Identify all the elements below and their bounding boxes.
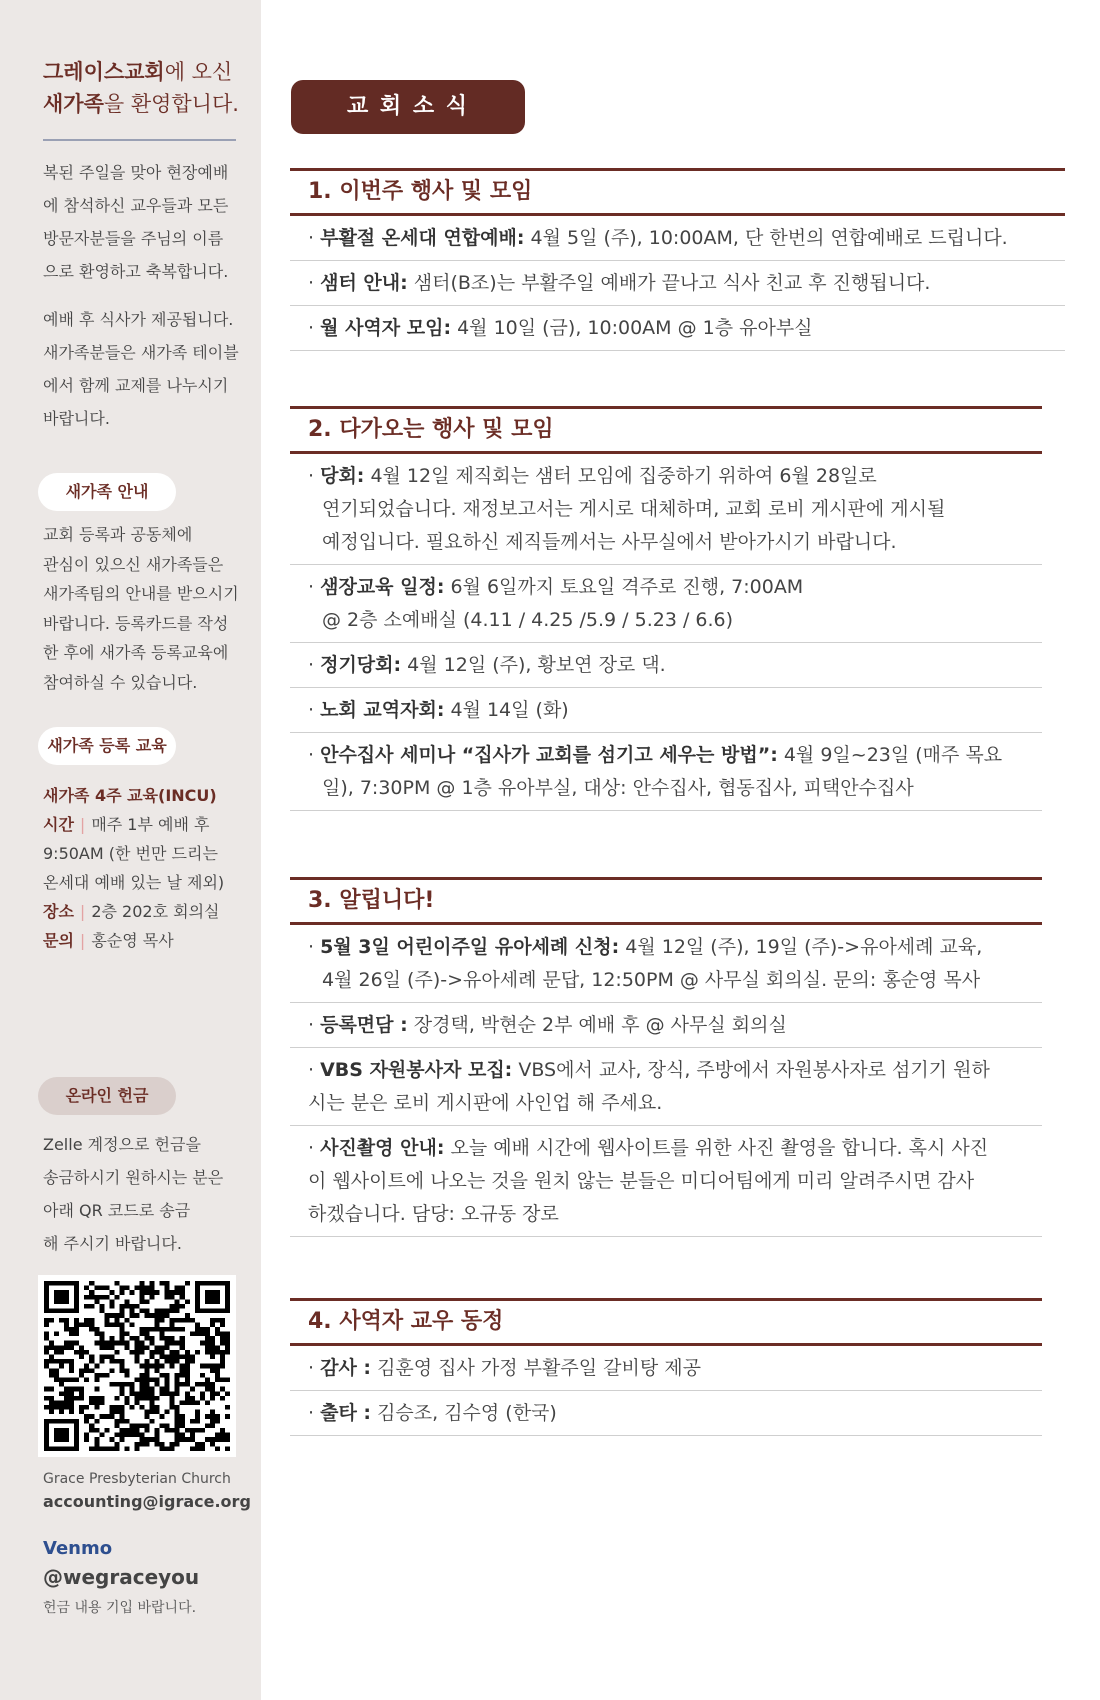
news-item-line [308, 694, 1042, 727]
news-item-text: 4월 5일 (주), 10:00AM, 단 한번의 연합예배로 드립니다. [530, 227, 1008, 249]
news-item-line [308, 1009, 1042, 1042]
meal-paragraph [43, 303, 239, 435]
news-item [290, 643, 1042, 688]
news-item-label: 부활절 온세대 연합예배: [320, 227, 525, 249]
text-line: 으로 환영하고 축복합니다. [43, 262, 229, 281]
news-item-line [308, 267, 1065, 300]
news-item-line [308, 649, 1042, 682]
news-item-line [308, 1132, 1042, 1165]
contact-label: 문의 [43, 931, 74, 950]
welcome-heading [43, 56, 239, 120]
news-item-line: 예정입니다. 필요하신 제직들께서는 사무실에서 받아가시기 바랍니다. [322, 531, 897, 553]
news-item-label: 사진촬영 안내: [320, 1137, 445, 1159]
news-item-label: 노회 교역자회: [320, 699, 445, 721]
news-item [290, 1391, 1042, 1436]
news-item-label: 5월 3일 어린이주일 유아세례 신청: [320, 936, 620, 958]
section-heading: 1. 이번주 행사 및 모임 [290, 168, 1065, 216]
welcome-text: 에 오신 [164, 60, 233, 84]
separator: | [79, 815, 86, 834]
venmo-handle[interactable]: @wegraceyou [43, 1565, 200, 1589]
news-item [290, 733, 1042, 811]
news-item-label: 등록면담 : [320, 1014, 408, 1036]
news-item-line: 연기되었습니다. 재정보고서는 게시로 대체하며, 교회 로비 게시판에 게시될 [322, 498, 946, 520]
newcomer-education-pill: 새가족 등록 교육 [38, 727, 176, 765]
text-line: 복된 주일을 맞아 현장예배 [43, 163, 229, 182]
news-item [290, 1346, 1042, 1391]
church-name: 그레이스교회 [43, 60, 165, 84]
place-value: 2층 202호 회의실 [91, 902, 220, 921]
news-item-line [308, 460, 1042, 493]
text-line: 해 주시기 바랍니다. [43, 1234, 182, 1253]
news-item-label: 정기당회: [320, 654, 402, 676]
welcome-text: 을 환영합니다. [103, 92, 239, 116]
education-info [43, 781, 224, 955]
bullet: · [308, 1059, 321, 1081]
news-section [290, 1298, 1042, 1436]
church-news-title: 교 회 소 식 [291, 80, 525, 134]
zelle-email[interactable]: accounting@igrace.org [43, 1492, 251, 1511]
news-item-label: 샘장교육 일정: [320, 576, 445, 598]
news-item-line [308, 931, 1042, 964]
news-item-label: 월 사역자 모임: [320, 317, 452, 339]
news-item-label: 당회: [320, 465, 365, 487]
news-item-line [308, 312, 1065, 345]
bullet: · [308, 272, 321, 294]
bullet: · [308, 576, 321, 598]
text-line: 새가족팀의 안내를 받으시기 [43, 584, 239, 603]
news-item-label: 샘터 안내: [320, 272, 408, 294]
bullet: · [308, 744, 321, 766]
bullet: · [308, 465, 321, 487]
news-item [290, 1048, 1042, 1126]
news-item-line: 시는 분은 로비 게시판에 사인업 해 주세요. [308, 1092, 663, 1114]
bullet: · [308, 1357, 321, 1379]
place-label: 장소 [43, 902, 74, 921]
news-item-text: 4월 12일 제직회는 샘터 모임에 집중하기 위하여 6월 28일로 [370, 465, 877, 487]
news-item-line: 4월 26일 (주)->유아세례 문답, 12:50PM @ 사무실 회의실. 문의: 홍순영 목사 [322, 969, 981, 991]
news-item-label: 감사 : [320, 1357, 372, 1379]
text-line: 예배 후 식사가 제공됩니다. [43, 310, 234, 329]
text-line: 송금하시기 원하시는 분은 [43, 1168, 224, 1187]
news-item [290, 925, 1042, 1003]
section-heading: 4. 사역자 교우 동정 [290, 1298, 1042, 1346]
section-heading: 3. 알립니다! [290, 877, 1042, 925]
news-item-line [308, 1397, 1042, 1430]
time-value: 온세대 예배 있는 날 제외) [43, 873, 225, 892]
news-item-text: 4월 9일~23일 (매주 목요 [783, 744, 1003, 766]
education-title: 새가족 4주 교육(INCU) [43, 786, 217, 805]
time-value: 9:50AM (한 번만 드리는 [43, 844, 218, 863]
news-item-line [308, 222, 1065, 255]
bullet: · [308, 317, 321, 339]
news-item-text: 4월 10일 (금), 10:00AM @ 1층 유아부실 [457, 317, 813, 339]
time-value: 매주 1부 예배 후 [91, 815, 210, 834]
news-item-text: 4월 12일 (주), 황보연 장로 댁. [407, 654, 666, 676]
news-item-text: 김승조, 김수영 (한국) [377, 1402, 557, 1424]
news-item-line [308, 739, 1042, 772]
news-item [290, 1003, 1042, 1048]
newcomer-guide-pill: 새가족 안내 [38, 473, 176, 511]
venmo-label: Venmo [43, 1538, 113, 1559]
bullet: · [308, 227, 321, 249]
news-item-text: 4월 12일 (주), 19일 (주)->유아세례 교육, [625, 936, 983, 958]
contact-value: 홍순영 목사 [91, 931, 174, 950]
text-line: 한 후에 새가족 등록교육에 [43, 643, 229, 662]
text-line: 바랍니다. 등록카드를 작성 [43, 613, 229, 633]
text-line: 교회 등록과 공동체에 [43, 525, 193, 544]
news-item [290, 261, 1065, 306]
news-item [290, 688, 1042, 733]
newcomer-word: 새가족 [43, 92, 104, 116]
news-item [290, 565, 1042, 643]
news-section [290, 168, 1065, 351]
text-line: 에서 함께 교제를 나누시기 [43, 376, 229, 395]
guide-paragraph [43, 520, 239, 697]
text-line: 에 참석하신 교우들과 모든 [43, 196, 229, 215]
news-item-line: 일), 7:30PM @ 1층 유아부실, 대상: 안수집사, 협동집사, 피택안수집사 [322, 777, 914, 799]
news-item-text: 샘터(B조)는 부활주일 예배가 끝나고 식사 친교 후 진행됩니다. [413, 272, 931, 294]
text-line: 새가족분들은 새가족 테이블 [43, 343, 239, 362]
news-section [290, 877, 1042, 1237]
news-item-line: 이 웹사이트에 나오는 것을 원치 않는 분들은 미디어팀에게 미리 알려주시면 감사 [308, 1170, 975, 1192]
offering-note: 헌금 내용 기입 바랍니다. [43, 1600, 197, 1616]
news-item [290, 1126, 1042, 1237]
bullet: · [308, 1402, 321, 1424]
news-item-text: 6월 6일까지 토요일 격주로 진행, 7:00AM [450, 576, 804, 598]
text-line: Zelle 계정으로 헌금을 [43, 1135, 201, 1154]
bullet: · [308, 654, 321, 676]
bullet: · [308, 1014, 321, 1036]
bullet: · [308, 936, 321, 958]
online-offering-pill: 온라인 헌금 [38, 1077, 176, 1115]
divider [43, 139, 236, 141]
text-line: 바랍니다. [43, 409, 110, 428]
sidebar [0, 0, 261, 1700]
text-line: 방문자분들을 주님의 이름 [43, 229, 224, 248]
zelle-qr-code[interactable] [38, 1275, 236, 1457]
text-line: 아래 QR 코드로 송금 [43, 1201, 191, 1220]
separator: | [79, 902, 86, 921]
news-item-line: 하겠습니다. 담당: 오규동 장로 [308, 1203, 559, 1225]
news-item-label: 출타 : [320, 1402, 372, 1424]
church-legal-name: Grace Presbyterian Church [43, 1471, 231, 1487]
text-line: 관심이 있으신 새가족들은 [43, 554, 224, 574]
intro-paragraph [43, 156, 228, 288]
separator: | [79, 931, 86, 950]
news-item-line: @ 2층 소예배실 (4.11 / 4.25 /5.9 / 5.23 / 6.6) [322, 609, 734, 631]
news-item-line [308, 571, 1042, 604]
news-item-text: VBS에서 교사, 장식, 주방에서 자원봉사자로 섬기기 원하 [518, 1059, 990, 1081]
text-line: 참여하실 수 있습니다. [43, 672, 198, 692]
bullet: · [308, 1137, 321, 1159]
news-item-label: 안수집사 세미나 “집사가 교회를 섬기고 세우는 방법”: [320, 744, 778, 766]
bullet: · [308, 699, 321, 721]
news-item-text: 4월 14일 (화) [450, 699, 569, 721]
news-item [290, 454, 1042, 565]
news-item-label: VBS 자원봉사자 모집: [320, 1059, 513, 1081]
news-item-text: 오늘 예배 시간에 웹사이트를 위한 사진 촬영을 합니다. 혹시 사진 [450, 1137, 989, 1159]
section-heading: 2. 다가오는 행사 및 모임 [290, 406, 1042, 454]
news-item-text: 김훈영 집사 가정 부활주일 갈비탕 제공 [377, 1357, 701, 1379]
news-item-line [308, 1352, 1042, 1385]
news-section [290, 406, 1042, 811]
news-item-text: 장경택, 박현순 2부 예배 후 @ 사무실 회의실 [413, 1014, 787, 1036]
news-item-line [308, 1054, 1042, 1087]
online-paragraph [43, 1128, 223, 1260]
news-item [290, 216, 1065, 261]
time-label: 시간 [43, 815, 74, 834]
news-item [290, 306, 1065, 351]
